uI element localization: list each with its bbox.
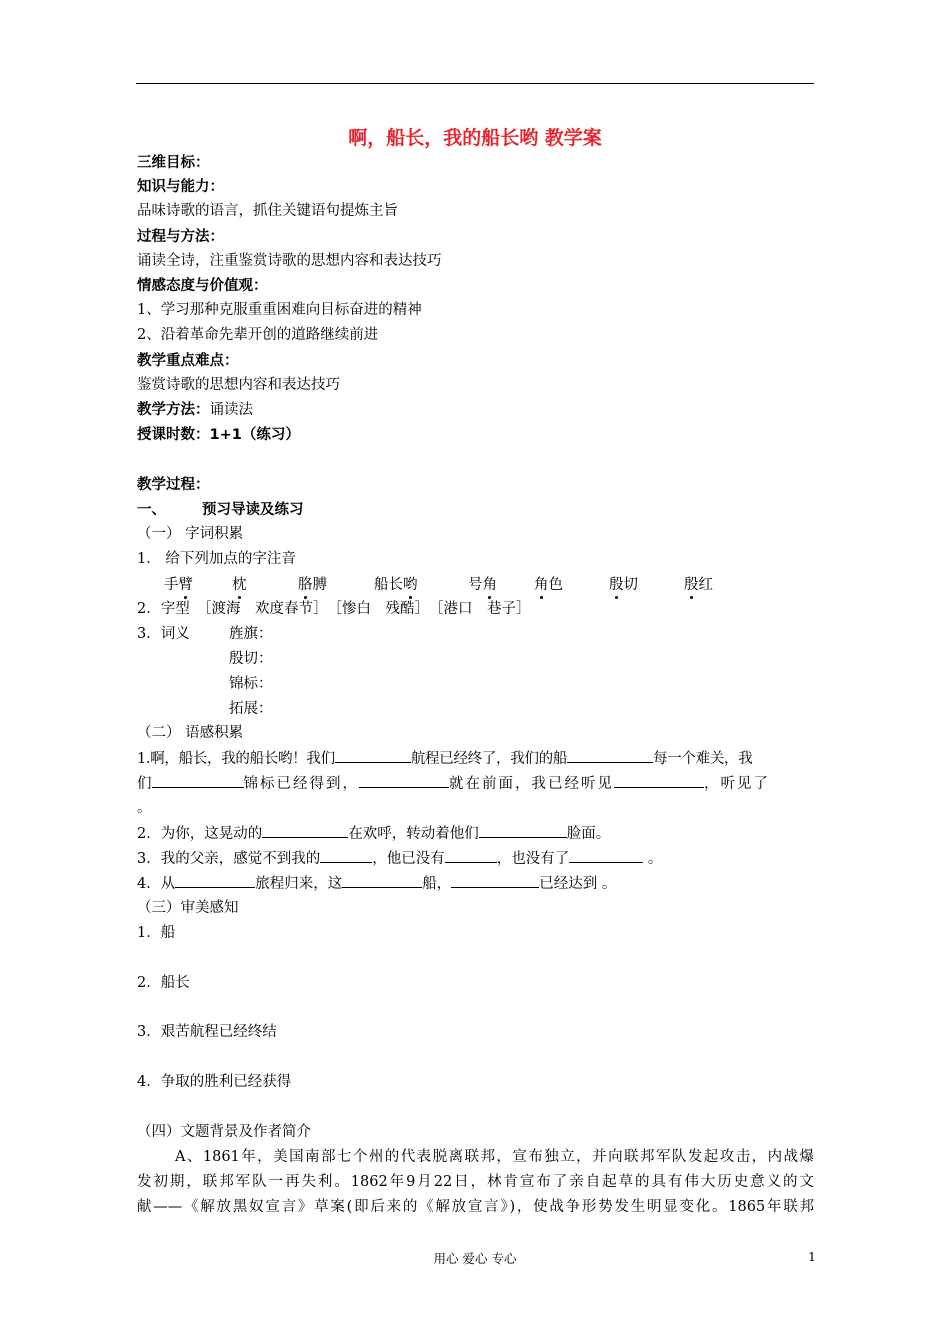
- fill-text: 2．为你，这晃动的: [137, 826, 263, 842]
- page-footer: 用心 爱心 专心: [433, 1251, 517, 1266]
- sub3-item: 3．艰苦航程已经终结: [137, 1024, 277, 1040]
- background-paragraph-line: A、1861年，美国南部七个州的代表脱离联邦，宣布独立，并向联邦军队发起攻击，内战爆: [175, 1149, 814, 1165]
- page-number: 1: [808, 1249, 816, 1264]
- process-heading: 教学过程：: [137, 477, 210, 493]
- fill-text: ，他已没有: [372, 851, 445, 867]
- fill-blank[interactable]: [262, 823, 348, 838]
- fill-blank[interactable]: [320, 848, 372, 863]
- fill-blank[interactable]: [569, 848, 643, 863]
- method-value: 诵读法: [209, 402, 253, 418]
- dotted-char: 臂: [179, 573, 194, 594]
- fill-text: 船，: [422, 876, 452, 892]
- fill-text: 3．我的父亲，感觉不到我的: [137, 851, 321, 867]
- method-label: 教学方法：: [137, 402, 210, 418]
- fill-text: 。: [643, 851, 663, 867]
- fill-text: 旅程归来，这: [255, 876, 343, 892]
- section1-num: 一、: [137, 502, 166, 518]
- fill-blank[interactable]: [445, 848, 497, 863]
- fill-blank[interactable]: [451, 873, 539, 888]
- knowledge-text: 品味诗歌的语言，抓住关键语句提炼主旨: [137, 203, 398, 219]
- dotted-char: 枕: [232, 573, 247, 594]
- pinyin-word: 胳膊: [298, 573, 327, 594]
- dotted-char: 殷: [684, 573, 699, 594]
- fill-text: ，也没有了: [496, 851, 570, 867]
- fill-blank[interactable]: [152, 773, 244, 788]
- key-points-text: 鉴赏诗歌的思想内容和表达技巧: [137, 377, 340, 393]
- q3-term: 旌旗：: [229, 626, 273, 642]
- emotion-item: 2、沿着革命先辈开创的道路继续前进: [137, 327, 379, 343]
- dotted-char: 胳: [298, 573, 313, 594]
- fill-text: 锦标已经得到，: [243, 776, 359, 792]
- fill-blank[interactable]: [342, 873, 422, 888]
- pinyin-word: [232, 573, 247, 594]
- sub3-heading: （三）审美感知: [137, 900, 239, 916]
- fill-text: 每一个难关，我: [653, 751, 753, 767]
- fill-line-5: [137, 848, 662, 869]
- hours-value: 1+1（练习）: [209, 427, 300, 443]
- fill-line-6: [137, 873, 616, 894]
- fill-text: 4．从: [137, 876, 176, 892]
- emotion-item: 1、学习那种克服重重困难向目标奋进的精神: [137, 302, 422, 318]
- fill-text: ，听见了: [704, 776, 770, 792]
- header-rule: [136, 83, 814, 84]
- dotted-char: 角: [483, 573, 498, 594]
- fill-text: 在欢呼，转动着他们: [348, 826, 479, 842]
- fill-text: 1.啊，船长，我的船长哟！我们: [137, 751, 335, 767]
- fill-blank[interactable]: [479, 823, 567, 838]
- fill-blank[interactable]: [567, 748, 653, 763]
- q3-label: 3．词义: [137, 626, 190, 642]
- pinyin-word: 船长哟: [374, 573, 418, 594]
- fill-line-2: [137, 773, 814, 794]
- pinyin-word: 角色: [534, 573, 563, 594]
- fill-blank[interactable]: [359, 773, 449, 788]
- fill-blank[interactable]: [335, 748, 411, 763]
- goals-heading: 三维目标：: [137, 155, 210, 171]
- dotted-char: 角: [534, 573, 549, 594]
- q2-text: 2．字型 ［渡海 欢度春节］ ［惨白 残酷］ ［港口 巷子］: [137, 601, 531, 617]
- q3-term: 殷切：: [229, 651, 273, 667]
- fill-text: 脸面。: [566, 826, 611, 842]
- pinyin-word: 殷切: [609, 573, 638, 594]
- fill-line-1: [137, 748, 752, 769]
- hours-label: 授课时数：: [137, 427, 210, 443]
- section1-title: 预习导读及练习: [202, 502, 304, 518]
- background-paragraph-line: 献——《解放黑奴宣言》草案(即后来的《解放宣言》)，使战争形势发生明显变化。1865年联邦: [137, 1199, 814, 1215]
- fill-text: 航程已经终了，我们的船: [410, 751, 568, 767]
- q3-term: 拓展：: [229, 701, 273, 717]
- q3-term: 锦标：: [229, 676, 273, 692]
- sub1-heading: （一） 字词积累: [137, 526, 244, 542]
- dotted-char: 哟: [403, 573, 418, 594]
- fill-text: 就在前面，我已经听见: [449, 776, 614, 792]
- sub3-item: 4．争取的胜利已经获得: [137, 1074, 292, 1090]
- process-method-heading: 过程与方法：: [137, 229, 224, 245]
- fill-line-4: [137, 823, 610, 844]
- fill-blank[interactable]: [175, 873, 255, 888]
- sub4-heading: （四）文题背景及作者简介: [137, 1124, 311, 1140]
- pinyin-word: 手臂: [164, 573, 193, 594]
- background-paragraph-line: 发初期，联邦军队一再失利。1862年9月22日，林肯宣布了亲自起草的具有伟大历史意义的文: [137, 1174, 814, 1190]
- q1-text: 1． 给下列加点的字注音: [137, 551, 296, 567]
- pinyin-word: 殷红: [684, 573, 713, 594]
- knowledge-heading: 知识与能力：: [137, 179, 224, 195]
- dotted-char: 殷: [609, 573, 624, 594]
- fill-blank[interactable]: [614, 773, 704, 788]
- emotion-heading: 情感态度与价值观：: [137, 278, 268, 294]
- sub3-item: 2．船长: [137, 975, 190, 991]
- section1-heading: [137, 500, 304, 520]
- fill-text: 已经达到 。: [539, 876, 617, 892]
- sub3-item: 1．船: [137, 925, 176, 941]
- key-points-heading: 教学重点难点：: [137, 353, 239, 369]
- process-method-text: 诵读全诗，注重鉴赏诗歌的思想内容和表达技巧: [137, 253, 442, 269]
- pinyin-word: 号角: [468, 573, 497, 594]
- hours-line: [137, 425, 300, 445]
- method-line: [137, 400, 253, 420]
- fill-text: 们: [137, 776, 152, 792]
- fill-line-3: 。: [137, 800, 152, 816]
- sub2-heading: （二） 语感积累: [137, 725, 244, 741]
- document-title: 啊，船长，我的船长哟 教学案: [348, 127, 602, 149]
